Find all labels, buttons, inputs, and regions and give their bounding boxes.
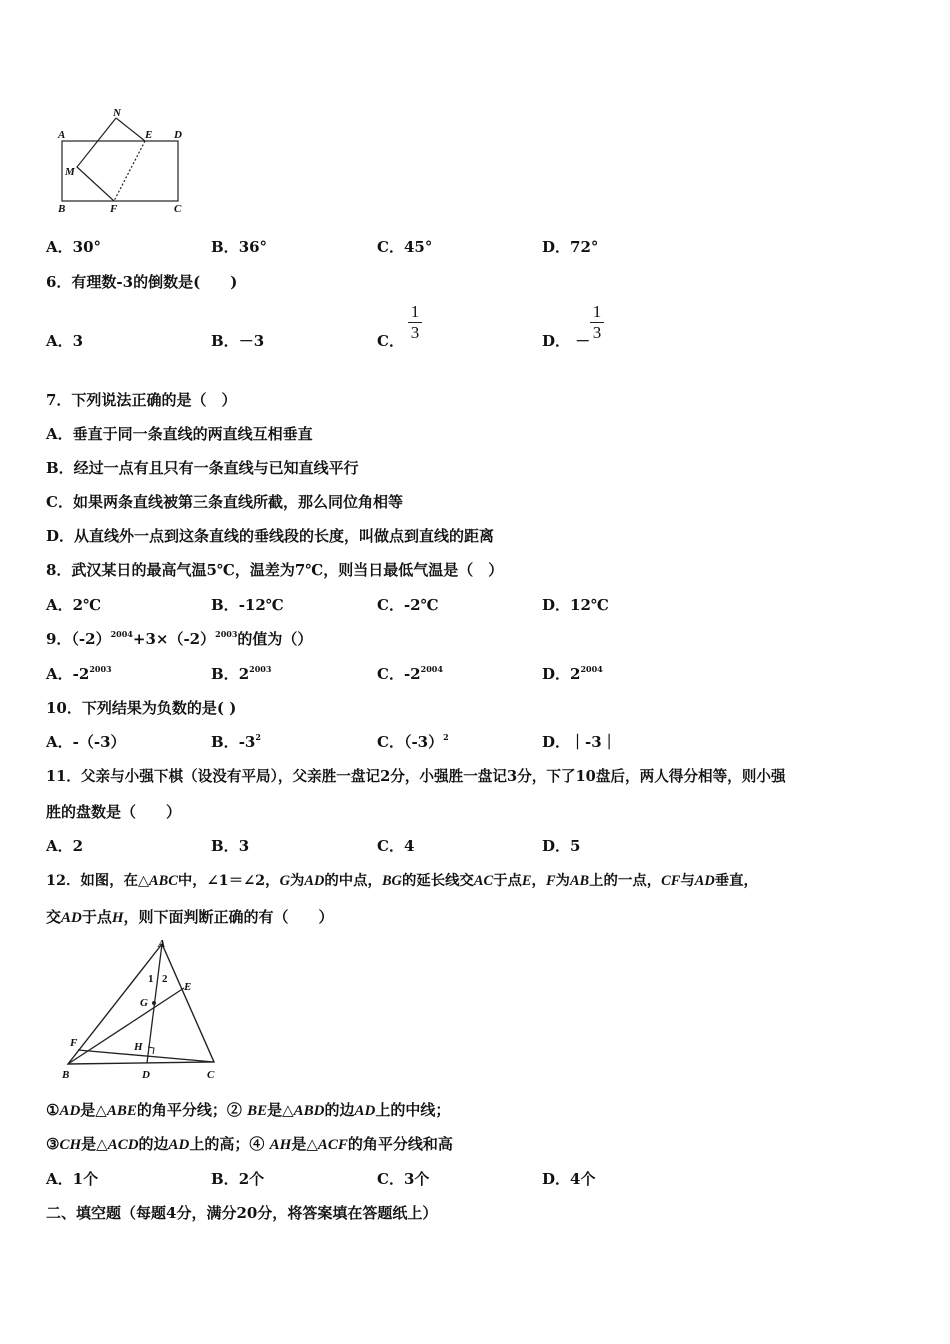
q12-option-c[interactable]: C．3个 bbox=[377, 1170, 430, 1188]
q6-stem: 6．有理数-3的倒数是( ) bbox=[46, 273, 238, 291]
q12-option-d[interactable]: D．4个 bbox=[542, 1170, 596, 1188]
q5-option-b[interactable]: B．36° bbox=[211, 238, 268, 256]
q9-option-a[interactable]: A．$-2^{2003}$ bbox=[46, 664, 112, 683]
label-c: C bbox=[207, 1069, 215, 1081]
q6-option-b[interactable]: B．－3 bbox=[211, 332, 265, 350]
label-g: G bbox=[140, 997, 148, 1009]
q9-option-d[interactable]: D．$2^{2004}$ bbox=[542, 664, 603, 683]
q10-option-d[interactable]: D．｜-3｜ bbox=[542, 733, 617, 751]
q12-statement-3-4: ③CH是△ACD的边AD上的高；④ AH是△ACF的角平分线和高 bbox=[46, 1135, 453, 1153]
q6-option-c-fraction: 1 3 bbox=[408, 303, 422, 342]
label-e: E bbox=[145, 129, 153, 141]
q12-figure bbox=[58, 932, 228, 1082]
q12-stem-line2: 交AD于点H，则下面判断正确的有（ ） bbox=[46, 908, 334, 926]
segment-be bbox=[68, 988, 184, 1064]
q9-option-b[interactable]: B．$2^{2003}$ bbox=[211, 664, 272, 683]
q8-option-a[interactable]: A．2℃ bbox=[46, 596, 102, 614]
section-2-heading: 二、填空题（每题4分，满分20分，将答案填在答题纸上） bbox=[46, 1204, 438, 1222]
q5-option-c[interactable]: C．45° bbox=[377, 238, 433, 256]
q5-option-a[interactable]: A．30° bbox=[46, 238, 102, 256]
q7-option-b[interactable]: B．经过一点有且只有一条直线与已知直线平行 bbox=[46, 459, 359, 477]
q9-stem: 9．$(-2)^{2004}+3\times(-2)^{2003}$的值为（） bbox=[46, 629, 313, 648]
rectangle-abcd bbox=[62, 141, 178, 201]
label-angle-2: 2 bbox=[162, 973, 168, 985]
label-d: D bbox=[142, 1069, 150, 1081]
fold-lines bbox=[77, 118, 116, 201]
point-g bbox=[152, 1001, 156, 1005]
q8-option-d[interactable]: D．12℃ bbox=[542, 596, 609, 614]
q11-stem-line2: 胜的盘数是（ ） bbox=[46, 803, 182, 821]
label-m: M bbox=[65, 166, 75, 178]
q7-option-a[interactable]: A．垂直于同一条直线的两直线互相垂直 bbox=[46, 425, 313, 443]
q12-stem-line1: 12．如图，在△ABC中，∠1＝∠2，G为AD的中点，BG的延长线交AC于点E，F为AB上的一点，CF与AD垂直， bbox=[46, 872, 758, 889]
q11-option-d[interactable]: D．5 bbox=[542, 837, 581, 855]
q9-option-c[interactable]: C．$-2^{2004}$ bbox=[377, 664, 443, 683]
q11-option-c[interactable]: C．4 bbox=[377, 837, 415, 855]
crease-ef bbox=[114, 141, 145, 201]
q8-option-c[interactable]: C．-2℃ bbox=[377, 596, 439, 614]
segment-cf bbox=[78, 1050, 214, 1062]
q6-option-c[interactable]: C． bbox=[377, 332, 404, 350]
q10-option-c[interactable]: C．$(-3)^2$ bbox=[377, 732, 449, 751]
q6-option-d-fraction: 1 3 bbox=[590, 303, 604, 342]
q12-option-b[interactable]: B．2个 bbox=[211, 1170, 265, 1188]
label-b: B bbox=[62, 1069, 70, 1081]
label-f: F bbox=[110, 203, 118, 215]
label-e: E bbox=[184, 981, 192, 993]
q8-stem: 8．武汉某日的最高气温5℃，温差为7℃，则当日最低气温是（ ） bbox=[46, 561, 504, 579]
q10-option-b[interactable]: B．$-3^2$ bbox=[211, 732, 261, 751]
label-angle-1: 1 bbox=[148, 973, 154, 985]
label-d: D bbox=[174, 129, 182, 141]
q6-option-d[interactable]: D． － bbox=[542, 332, 591, 350]
q6-option-a[interactable]: A．3 bbox=[46, 332, 84, 350]
segment-ne bbox=[116, 118, 145, 141]
label-f: F bbox=[70, 1037, 78, 1049]
q8-option-b[interactable]: B．-12℃ bbox=[211, 596, 284, 614]
q11-option-a[interactable]: A．2 bbox=[46, 837, 84, 855]
label-b: B bbox=[58, 203, 66, 215]
q12-statement-1-2: ①AD是△ABE的角平分线；② BE是△ABD的边AD上的中线； bbox=[46, 1101, 451, 1119]
label-n: N bbox=[113, 107, 121, 119]
q7-option-d[interactable]: D．从直线外一点到这条直线的垂线段的长度，叫做点到直线的距离 bbox=[46, 527, 495, 545]
q10-option-a[interactable]: A．-（-3） bbox=[46, 733, 126, 751]
q7-option-c[interactable]: C．如果两条直线被第三条直线所截，那么同位角相等 bbox=[46, 493, 403, 511]
label-a: A bbox=[158, 938, 166, 950]
label-h: H bbox=[134, 1041, 143, 1053]
label-c: C bbox=[174, 203, 182, 215]
q11-stem-line1: 11．父亲与小强下棋（设没有平局），父亲胜一盘记2分，小强胜一盘记3分，下了10盘后，两人得分相等，则小强 bbox=[46, 768, 786, 785]
q10-stem: 10．下列结果为负数的是( ) bbox=[46, 699, 237, 717]
q7-stem: 7．下列说法正确的是（ ） bbox=[46, 391, 237, 409]
q11-option-b[interactable]: B．3 bbox=[211, 837, 250, 855]
q5-figure bbox=[50, 104, 200, 220]
q12-option-a[interactable]: A．1个 bbox=[46, 1170, 99, 1188]
label-a: A bbox=[58, 129, 66, 141]
q5-option-d[interactable]: D．72° bbox=[542, 238, 599, 256]
